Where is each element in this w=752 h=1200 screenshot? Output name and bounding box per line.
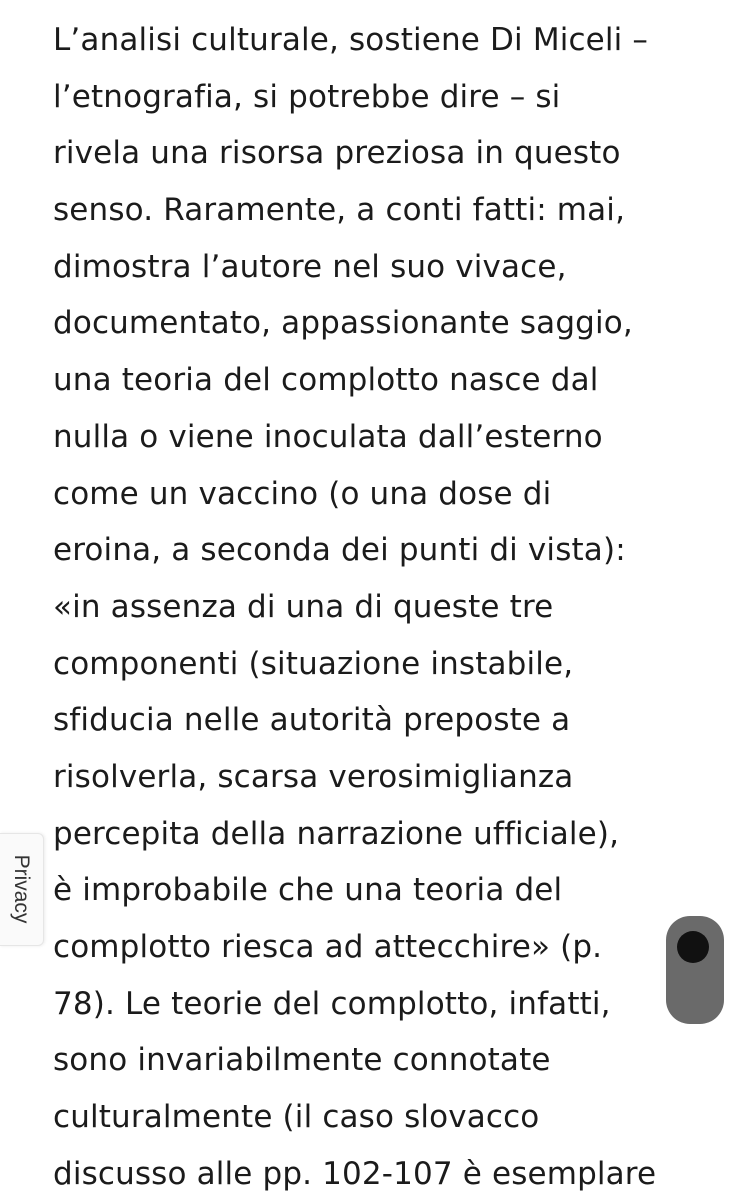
text-line: componenti (situazione instabile,: [53, 645, 574, 682]
text-line: sono invariabilmente connotate: [53, 1042, 551, 1079]
text-line: sfiducia nelle autorità preposte a: [53, 702, 571, 739]
text-line: L’analisi culturale, sostiene Di Miceli –: [53, 22, 649, 58]
text-line: complotto riesca ad attecchire» (p.: [53, 929, 603, 965]
text-line: è improbabile che una teoria del: [53, 872, 563, 909]
text-line: dimostra l’autore nel suo vivace,: [53, 248, 567, 285]
privacy-label: Privacy: [10, 854, 33, 924]
text-line: l’etnografia, si potrebbe dire – si: [53, 78, 561, 115]
text-line: come un vaccino (o una dose di: [53, 475, 552, 512]
text-line: risolverla, scarsa verosimiglianza: [53, 758, 574, 795]
text-line: una teoria del complotto nasce dal: [53, 362, 599, 399]
article-paragraph: [53, 12, 743, 1200]
text-line: rivela una risorsa preziosa in questo: [53, 135, 621, 172]
text-line: discusso alle pp. 102-107 è esemplare: [53, 1155, 657, 1192]
dot-icon: [677, 931, 709, 963]
text-line: «in assenza di una di queste tre: [53, 588, 554, 625]
text-line: 78). Le teorie del complotto, infatti,: [53, 985, 611, 1022]
text-line: senso. Raramente, a conti fatti: mai,: [53, 192, 626, 229]
text-line: percepita della narrazione ufficiale),: [53, 815, 620, 852]
text-line: eroina, a seconda dei punti di vista):: [53, 532, 626, 569]
text-line: nulla o viene inoculata dall’esterno: [53, 418, 603, 455]
text-line: documentato, appassionante saggio,: [53, 305, 633, 342]
text-line: culturalmente (il caso slovacco: [53, 1099, 540, 1136]
scroll-handle[interactable]: [666, 916, 724, 1024]
privacy-button[interactable]: [0, 833, 44, 946]
